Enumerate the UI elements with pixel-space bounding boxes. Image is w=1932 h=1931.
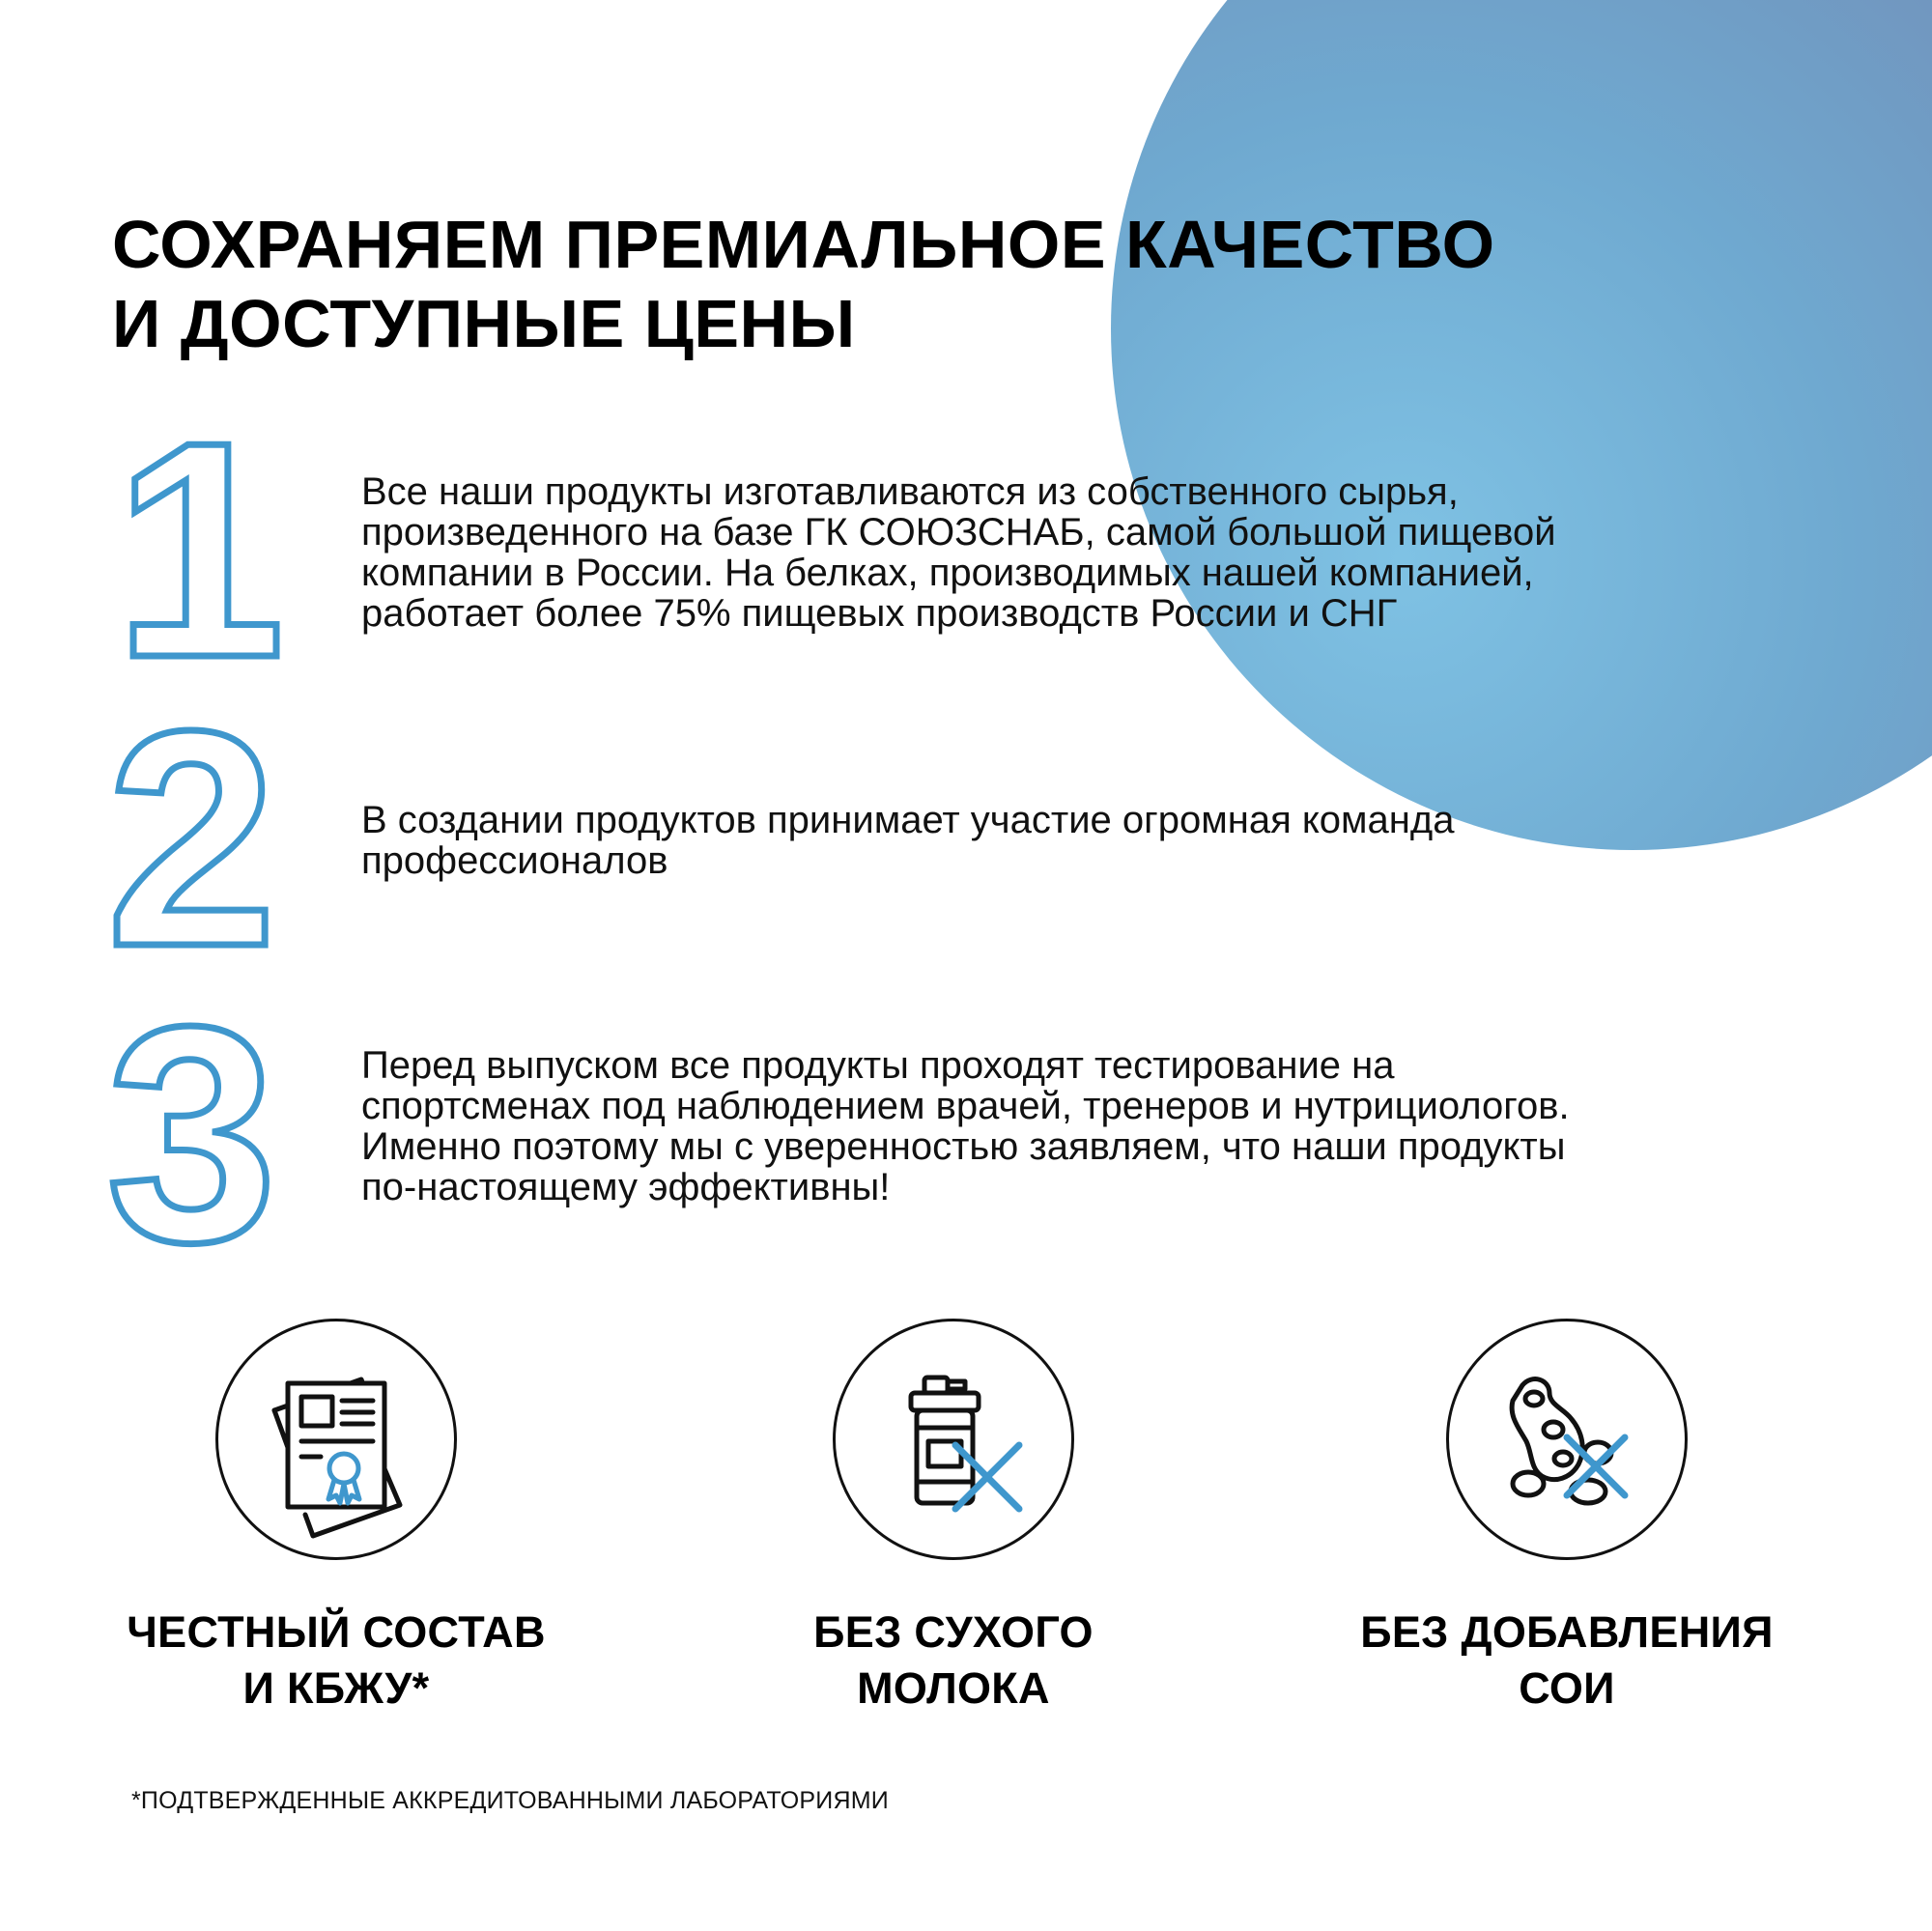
point-number-1 [106, 379, 319, 722]
svg-text:3: 3 [106, 963, 277, 1306]
point-text-2 [361, 800, 1743, 881]
certificate-document-icon [215, 1319, 457, 1560]
point-2-line: В создании продуктов принимает участие огромная команда [361, 799, 1455, 841]
point-number-3 [106, 963, 319, 1306]
svg-text:2: 2 [106, 667, 277, 1010]
point-text-3 [361, 1045, 1743, 1207]
page-title-line-1: СОХРАНЯЕМ ПРЕМИАЛЬНОЕ КАЧЕСТВО [112, 207, 1495, 282]
page-title [112, 205, 1495, 363]
feature-no-milk-powder [702, 1319, 1205, 1717]
no-soy-icon [1446, 1319, 1688, 1560]
no-milk-powder-icon [833, 1319, 1074, 1560]
point-3-line: Именно поэтому мы с уверенностью заявляем, что наши продукты [361, 1125, 1566, 1168]
point-1-line: компании в России. На белках, производимых нашей компанией, [361, 552, 1534, 594]
feature-label-line: МОЛОКА [857, 1663, 1050, 1713]
feature-no-soy [1316, 1319, 1818, 1717]
feature-label-line: ЧЕСТНЫЙ СОСТАВ [127, 1607, 546, 1657]
feature-label-line: СОИ [1519, 1663, 1615, 1713]
point-3-line: по-настоящему эффективны! [361, 1166, 891, 1208]
page-title-line-2: И ДОСТУПНЫЕ ЦЕНЫ [112, 286, 856, 361]
point-1-line: работает более 75% пищевых производств России и СНГ [361, 592, 1398, 635]
point-3-line: спортсменах под наблюдением врачей, тренеров и нутрициологов. [361, 1085, 1570, 1127]
point-2-line: профессионалов [361, 839, 668, 882]
feature-label-line: БЕЗ СУХОГО [813, 1607, 1094, 1657]
footnote: *ПОДТВЕРЖДЕННЫЕ АККРЕДИТОВАННЫМИ ЛАБОРАТОРИЯМИ [131, 1787, 889, 1814]
decorative-gradient-circle [1111, 0, 1932, 850]
point-1-line: произведенного на базе ГК СОЮЗСНАБ, самой большой пищевой [361, 511, 1556, 554]
point-text-1 [361, 471, 1743, 634]
point-number-2 [106, 667, 319, 1010]
feature-label-line: БЕЗ ДОБАВЛЕНИЯ [1360, 1607, 1774, 1657]
feature-label-line: И КБЖУ* [242, 1663, 430, 1713]
feature-label [1316, 1604, 1818, 1717]
feature-label [702, 1604, 1205, 1717]
feature-label [85, 1604, 587, 1717]
point-1-line: Все наши продукты изготавливаются из собственного сырья, [361, 470, 1459, 513]
svg-text:1: 1 [114, 379, 285, 722]
feature-honest-composition [85, 1319, 587, 1717]
point-3-line: Перед выпуском все продукты проходят тестирование на [361, 1044, 1395, 1087]
